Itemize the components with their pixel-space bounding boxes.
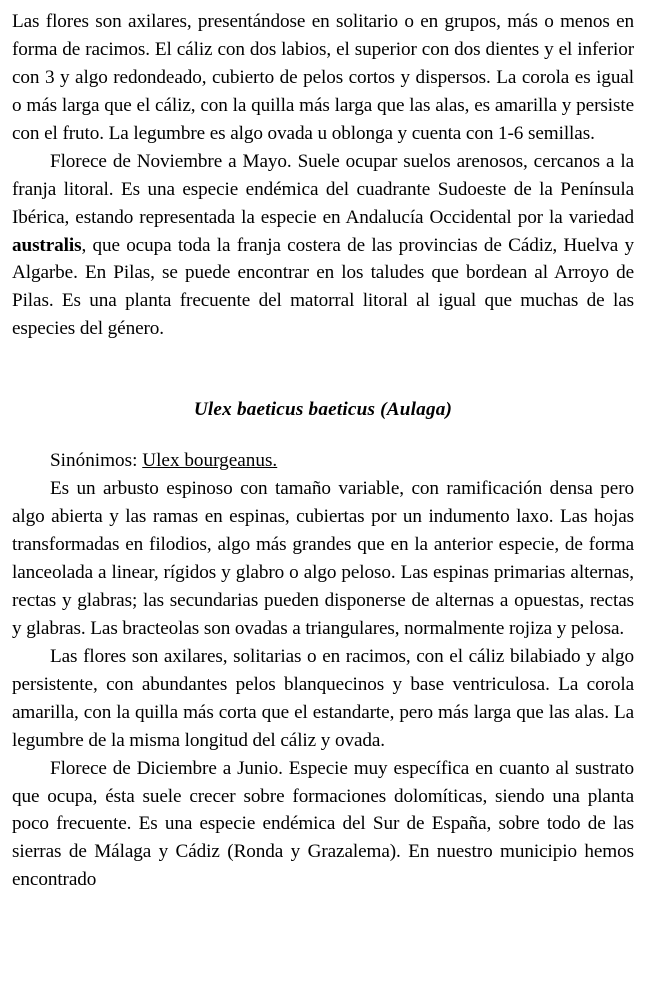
section-heading-ulex-baeticus: Ulex baeticus baeticus (Aulaga) bbox=[193, 399, 453, 421]
synonyms-line bbox=[12, 447, 634, 475]
paragraph-florece-diciembre: Florece de Diciembre a Junio. Especie muy específica en cuanto al sustrato que ocupa, ésta suele crecer sobre formaciones dolomíticas, siendo una planta poco frecuente. Es una especie endémica del Sur de España, sobre todo de las sierras de Málaga y Cádiz (Ronda y Grazalema). En nuestro municipio hemos encontrado bbox=[12, 757, 634, 891]
paragraph-text-after-bold: , que ocupa toda la franja costera de las provincias de Cádiz, Huelva y Algarbe. En Pilas, se puede encontrar en los taludes que bordean al Arroyo de Pilas. Es una planta frecuente del matorral litoral al igual que muchas de las especies del género. bbox=[12, 234, 634, 340]
paragraph-arbusto-espinoso: Es un arbusto espinoso con tamaño variable, con ramificación densa pero algo abierta y las ramas en espinas, cubiertas por un indumento laxo. Las hojas transformadas en filodios, algo más grandes que en la anterior especie, de forma lanceolada a linear, rígidos y glabro o algo peloso. Las espinas primarias alternas, rectas y glabras; las secundarias pueden disponerse de alternas a opuestas, rectas y glabras. Las bracteolas son ovadas a triangulares, normalmente rojiza y pelosa. bbox=[12, 478, 634, 639]
variety-name-australis: australis bbox=[12, 234, 82, 256]
paragraph-flores-axilares-2: Las flores son axilares, solitarias o en racimos, con el cáliz bilabiado y algo persistente, con abundantes pelos blanquecinos y base ventriculosa. La corola amarilla, con la quilla más corta que el estandarte, pero más larga que las alas. La legumbre de la misma longitud del cáliz y ovada. bbox=[12, 645, 634, 751]
paragraph-text-before-bold: Florece de Noviembre a Mayo. Suele ocupar suelos arenosos, cercanos a la franja litoral. Es una especie endémica del cuadrante Sudoeste de la Península Ibérica, estando representada la especie en Andalucía Occidental por la variedad bbox=[12, 150, 634, 228]
synonyms-value: Ulex bourgeanus. bbox=[142, 450, 278, 472]
synonyms-label: Sinónimos: bbox=[50, 450, 143, 472]
paragraph-flores-axilares: Las flores son axilares, presentándose en solitario o en grupos, más o menos en forma de racimos. El cáliz con dos labios, el superior con dos dientes y el inferior con 3 y algo redondeado, cubierto de pelos cortos y dispersos. La corola es igual o más larga que el cáliz, con la quilla más larga que las alas, es amarilla y persiste con el fruto. La legumbre es algo ovada u oblonga y cuenta con 1-6 semillas. bbox=[12, 11, 634, 144]
paragraph-florece-noviembre bbox=[12, 148, 634, 344]
heading-spacer bbox=[12, 421, 634, 447]
section-spacer bbox=[12, 343, 634, 399]
